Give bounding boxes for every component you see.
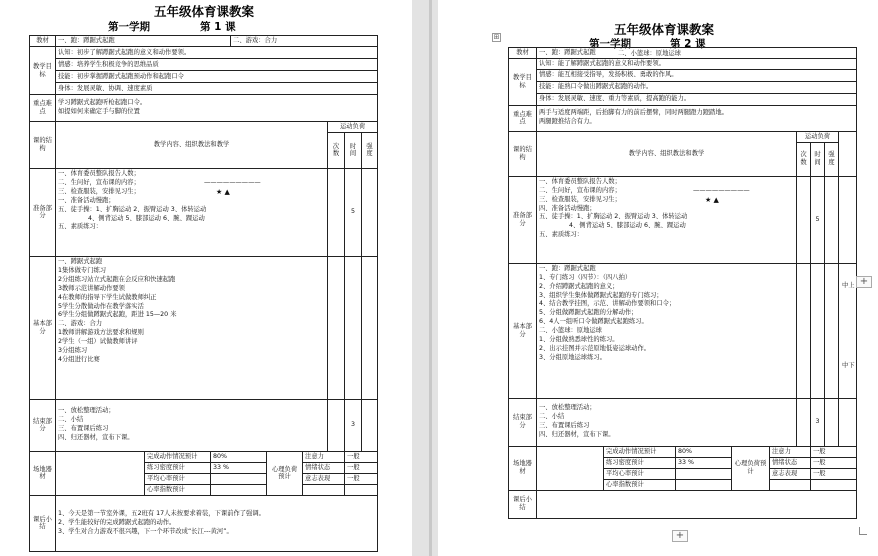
prep-line: 五、徒手操：1、扩胸运动 2、振臂运动 3、体转运动 bbox=[539, 213, 688, 221]
stat-value: 一般 bbox=[811, 457, 857, 468]
psych-load-label: 心理负荷预计 bbox=[267, 451, 303, 495]
end-line: 四、归还器材，宣布下课。 bbox=[58, 434, 134, 442]
material-1: 一、跑：蹲踞式起跑 bbox=[537, 48, 857, 59]
venue-label: 场地器材 bbox=[509, 446, 537, 490]
key-points-label: 重点难点 bbox=[30, 95, 56, 122]
prep-blank: ————————— bbox=[204, 178, 261, 186]
psych-load-label: 心理负荷预计 bbox=[732, 446, 770, 490]
prep-line: 二、生问好，宣布课的内容； ————————— bbox=[58, 178, 261, 186]
load-col-intensity: 强度 bbox=[825, 142, 839, 176]
prep-line: 一、体育委员整队报告人数； bbox=[539, 177, 621, 185]
stat-value: 一般 bbox=[811, 468, 857, 479]
basic-intensity bbox=[839, 263, 857, 398]
goal-cognitive: 认知：能了解蹲踞式起跑的意义和动作要领。 bbox=[537, 58, 857, 69]
stat-value: 33 % bbox=[211, 462, 267, 473]
key-points bbox=[56, 95, 378, 122]
goal-emotion: 情感：能互相接受指导，发扬积极、勇敢的作风。 bbox=[537, 69, 857, 81]
formation-symbols: ★ ▲ bbox=[705, 195, 719, 204]
page-title: 五年级体育课教案 bbox=[614, 22, 715, 37]
stat-label: 心率指数预计 bbox=[145, 484, 211, 495]
material-2: 二、游戏：合力 bbox=[231, 36, 378, 47]
end-content bbox=[537, 398, 797, 446]
load-col-time: 时间 bbox=[345, 132, 362, 168]
goal-skill: 技能：初步掌握蹲踞式起跑预动作和起跑口令 bbox=[56, 71, 378, 83]
add-column-button[interactable]: + bbox=[856, 276, 872, 288]
basic-line: 二、小篮球：原地运球 bbox=[539, 327, 602, 335]
page-gap bbox=[412, 0, 438, 556]
key-points-label: 重点难点 bbox=[509, 105, 537, 131]
basic-line: 3分组练习 bbox=[58, 347, 88, 355]
stat-value: 一般 bbox=[345, 462, 378, 473]
summary-content bbox=[56, 495, 378, 551]
prep-label: 准备部分 bbox=[509, 176, 537, 263]
basic-line: 6、4人一组听口令做蹲踞式起跑练习。 bbox=[539, 318, 648, 326]
end-label: 结束部分 bbox=[509, 398, 537, 446]
load-col-time: 时间 bbox=[811, 142, 825, 176]
basic-label: 基本部分 bbox=[30, 256, 56, 399]
lesson-plan-table bbox=[508, 47, 857, 519]
key-point: 学习蹲踞式起跑听枪起跑口令。 bbox=[58, 99, 147, 107]
goal-cognitive: 认知：初步了解蹲踞式起跑的意义和动作要领。 bbox=[56, 47, 378, 59]
document-page-2 bbox=[438, 0, 878, 556]
stat-label: 情绪状态 bbox=[770, 457, 811, 468]
basic-line: 1、专门练习（四节）：（四八拍） bbox=[539, 273, 632, 281]
stat-label: 情绪状态 bbox=[303, 462, 345, 473]
stat-label: 完成动作情况预计 bbox=[604, 446, 676, 457]
basic-line: 1、分组做熟悉球性的练习。 bbox=[539, 336, 619, 344]
load-col-intensity: 强度 bbox=[362, 132, 378, 168]
basic-line: 4在教师的指导下学生试做教师纠正 bbox=[58, 293, 157, 301]
summary-line: 2、学生能较好的完成蹲踞式起跑的动作。 bbox=[58, 518, 176, 526]
prep-line: 三、检查服装，安排见习生； ★ ▲ bbox=[58, 187, 230, 196]
lesson-plan-table bbox=[29, 35, 378, 552]
end-line: 二、小结 bbox=[58, 416, 84, 424]
document-page-1 bbox=[0, 0, 412, 556]
end-time: 3 bbox=[345, 399, 362, 451]
stat-value: 33 % bbox=[676, 457, 732, 468]
structure-label: 课的结构 bbox=[509, 131, 537, 176]
stat-value: 一般 bbox=[345, 473, 378, 484]
basic-content bbox=[56, 256, 328, 399]
basic-line: 一、跑：蹲踞式起跑 bbox=[539, 264, 596, 272]
basic-line: 3、分组原地运球练习。 bbox=[539, 354, 606, 362]
venue-label: 场地器材 bbox=[30, 451, 56, 495]
page-title: 五年级体育课教案 bbox=[154, 4, 255, 19]
stat-label: 平均心率预计 bbox=[145, 473, 211, 484]
stat-value: 80% bbox=[211, 451, 267, 462]
key-point: 两腿蹬推结合有力。 bbox=[539, 118, 596, 126]
table-resize-handle-icon[interactable] bbox=[859, 527, 867, 535]
goal-skill: 技能：能熟口令做出蹲踞式起跑的动作。 bbox=[537, 81, 857, 93]
basic-line: 4、结合教学挂图，示范、讲解动作要领和口令； bbox=[539, 300, 676, 308]
end-line: 二、小结 bbox=[539, 413, 565, 421]
stat-label: 心率指数预计 bbox=[604, 479, 676, 490]
stat-value: 80% bbox=[676, 446, 732, 457]
end-content bbox=[56, 399, 328, 451]
prep-time: 5 bbox=[345, 168, 362, 256]
stat-label: 意志表现 bbox=[770, 468, 811, 479]
basic-line: 4分组进行比赛 bbox=[58, 356, 100, 364]
stat-label: 意志表现 bbox=[303, 473, 345, 484]
stat-label: 练习密度预计 bbox=[604, 457, 676, 468]
key-point: 如提如何来确定手与脚的位置 bbox=[58, 108, 140, 115]
key-points bbox=[537, 105, 857, 131]
stat-label: 平均心率预计 bbox=[604, 468, 676, 479]
page-divider bbox=[429, 0, 432, 556]
material-label: 教材 bbox=[30, 36, 56, 47]
prep-label: 准备部分 bbox=[30, 168, 56, 256]
prep-line: 一、体育委员整队报告人数； bbox=[58, 169, 140, 177]
basic-label: 基本部分 bbox=[509, 263, 537, 398]
load-col-count: 次数 bbox=[328, 132, 345, 168]
basic-line: 5、分组做蹲踞式起跑的分解动作； bbox=[539, 309, 638, 317]
lesson-number: 第 2 课 bbox=[670, 38, 706, 50]
end-line: 三、布置课后练习 bbox=[539, 422, 590, 430]
prep-content bbox=[537, 176, 797, 263]
intensity-upper: 中上 bbox=[842, 281, 855, 289]
formation-symbols: ★ ▲ bbox=[216, 187, 230, 196]
stat-label: 注意力 bbox=[303, 451, 345, 462]
prep-line: 五、素质练习： bbox=[58, 223, 103, 231]
prep-line: 四、准备活动慢跑； bbox=[539, 204, 596, 212]
material-2: 二、小篮球：原地运球 bbox=[618, 50, 681, 57]
stat-label: 注意力 bbox=[770, 446, 811, 457]
basic-line: 1集体做专门练习 bbox=[58, 266, 107, 274]
basic-line: 2学生（一组）试做教师讲评 bbox=[58, 338, 138, 346]
summary-label: 课后小结 bbox=[509, 490, 537, 518]
goal-emotion: 情感：培养学生积极竞争的思维品质 bbox=[56, 59, 378, 71]
prep-line: 五、徒手操：1、扩胸运动 2、振臂运动 3、体转运动 bbox=[58, 205, 207, 213]
basic-line: 3、组织学生集体做蹲踞式起跑的专门练习； bbox=[539, 291, 663, 299]
intensity-lower: 中下 bbox=[842, 361, 855, 369]
goal-physical: 身体：发展灵敏、速度、重力等素质，提高跑的能力。 bbox=[537, 93, 857, 105]
goal-label: 教学目标 bbox=[509, 58, 537, 105]
stat-label: 练习密度预计 bbox=[145, 462, 211, 473]
end-label: 结束部分 bbox=[30, 399, 56, 451]
prep-line: 三、检查服装，安排见习生； ★ ▲ bbox=[539, 195, 719, 204]
load-header: 运动负荷 bbox=[328, 122, 378, 133]
summary-label: 课后小结 bbox=[30, 495, 56, 551]
content-header: 教学内容、组织教法和教学 bbox=[537, 131, 797, 176]
end-line: 一、放松整理活动； bbox=[58, 407, 115, 415]
structure-label: 课的结构 bbox=[30, 122, 56, 169]
end-line: 三、布置课后练习 bbox=[58, 425, 109, 433]
end-line: 一、放松整理活动； bbox=[539, 404, 596, 412]
prep-content bbox=[56, 168, 328, 256]
goal-label: 教学目标 bbox=[30, 47, 56, 95]
load-header: 运动负荷 bbox=[797, 131, 839, 142]
basic-line: 2分组练习站立式起跑在会反应和快速起跑 bbox=[58, 275, 176, 283]
basic-line: 3教师示范讲解动作要领 bbox=[58, 284, 125, 292]
semester-label: 第一学期 bbox=[108, 21, 150, 33]
prep-line: 4、侧背运动 5、膝部运动 6、腕、踝运动 bbox=[88, 214, 205, 222]
prep-line: 二、生问好，宣布课的内容； ————————— bbox=[539, 186, 750, 194]
summary-line: 1、今天是第一节室外课，五2班有 17人未按要求着装，下课前作了强调。 bbox=[58, 509, 265, 517]
stat-label: 完成动作情况预计 bbox=[145, 451, 211, 462]
basic-line: 二、游戏：合力 bbox=[58, 320, 103, 328]
basic-line: 1教师讲解游戏方法要求和规则 bbox=[58, 329, 144, 337]
prep-line: 4、侧背运动 5、膝部运动 6、腕、踝运动 bbox=[569, 222, 686, 230]
basic-line: 2、介绍蹲踞式起跑的意义； bbox=[539, 282, 619, 290]
add-row-button[interactable]: + bbox=[672, 530, 688, 542]
material-label: 教材 bbox=[509, 48, 537, 59]
summary-line: 3、学生对合力游戏不很兴趣，下一个环节改成“长江---黄河”。 bbox=[58, 527, 233, 535]
prep-time: 5 bbox=[811, 176, 825, 263]
basic-line: 2、出示挂图并示范原地低姿运球动作。 bbox=[539, 345, 651, 353]
end-time: 3 bbox=[811, 398, 825, 446]
content-header: 教学内容、组织教法和教学 bbox=[56, 122, 328, 169]
basic-line: 6学生分组做蹲踞式起跑，距进 15—20 米 bbox=[58, 311, 177, 319]
table-move-handle-icon[interactable]: ⊞ bbox=[493, 33, 500, 41]
load-col-count: 次数 bbox=[797, 142, 811, 176]
material-1: 一、跑：蹲踞式起跑 bbox=[56, 36, 231, 47]
stat-value: 一般 bbox=[345, 451, 378, 462]
key-point: 两手与适度两端距，后抬脚有力的前后摆臂，同时两腿蹬力蹬踏地。 bbox=[539, 109, 728, 117]
lesson-number: 第 1 课 bbox=[200, 21, 236, 33]
goal-physical: 身体：发展灵敏、协调、速度素质 bbox=[56, 83, 378, 95]
end-line: 四、归还器材，宣布下课。 bbox=[539, 431, 615, 439]
prep-line: 一、准备活动慢跑； bbox=[58, 196, 115, 204]
basic-line: 5学生分散做动作在教学落实活 bbox=[58, 302, 144, 310]
semester-label: 第一学期 bbox=[589, 38, 631, 50]
prep-blank: ————————— bbox=[693, 186, 750, 194]
basic-content bbox=[537, 263, 797, 398]
prep-line: 五、素质练习： bbox=[539, 231, 584, 239]
stat-value: 一般 bbox=[811, 446, 857, 457]
basic-line: 一、蹲踞式起跑 bbox=[58, 257, 103, 265]
